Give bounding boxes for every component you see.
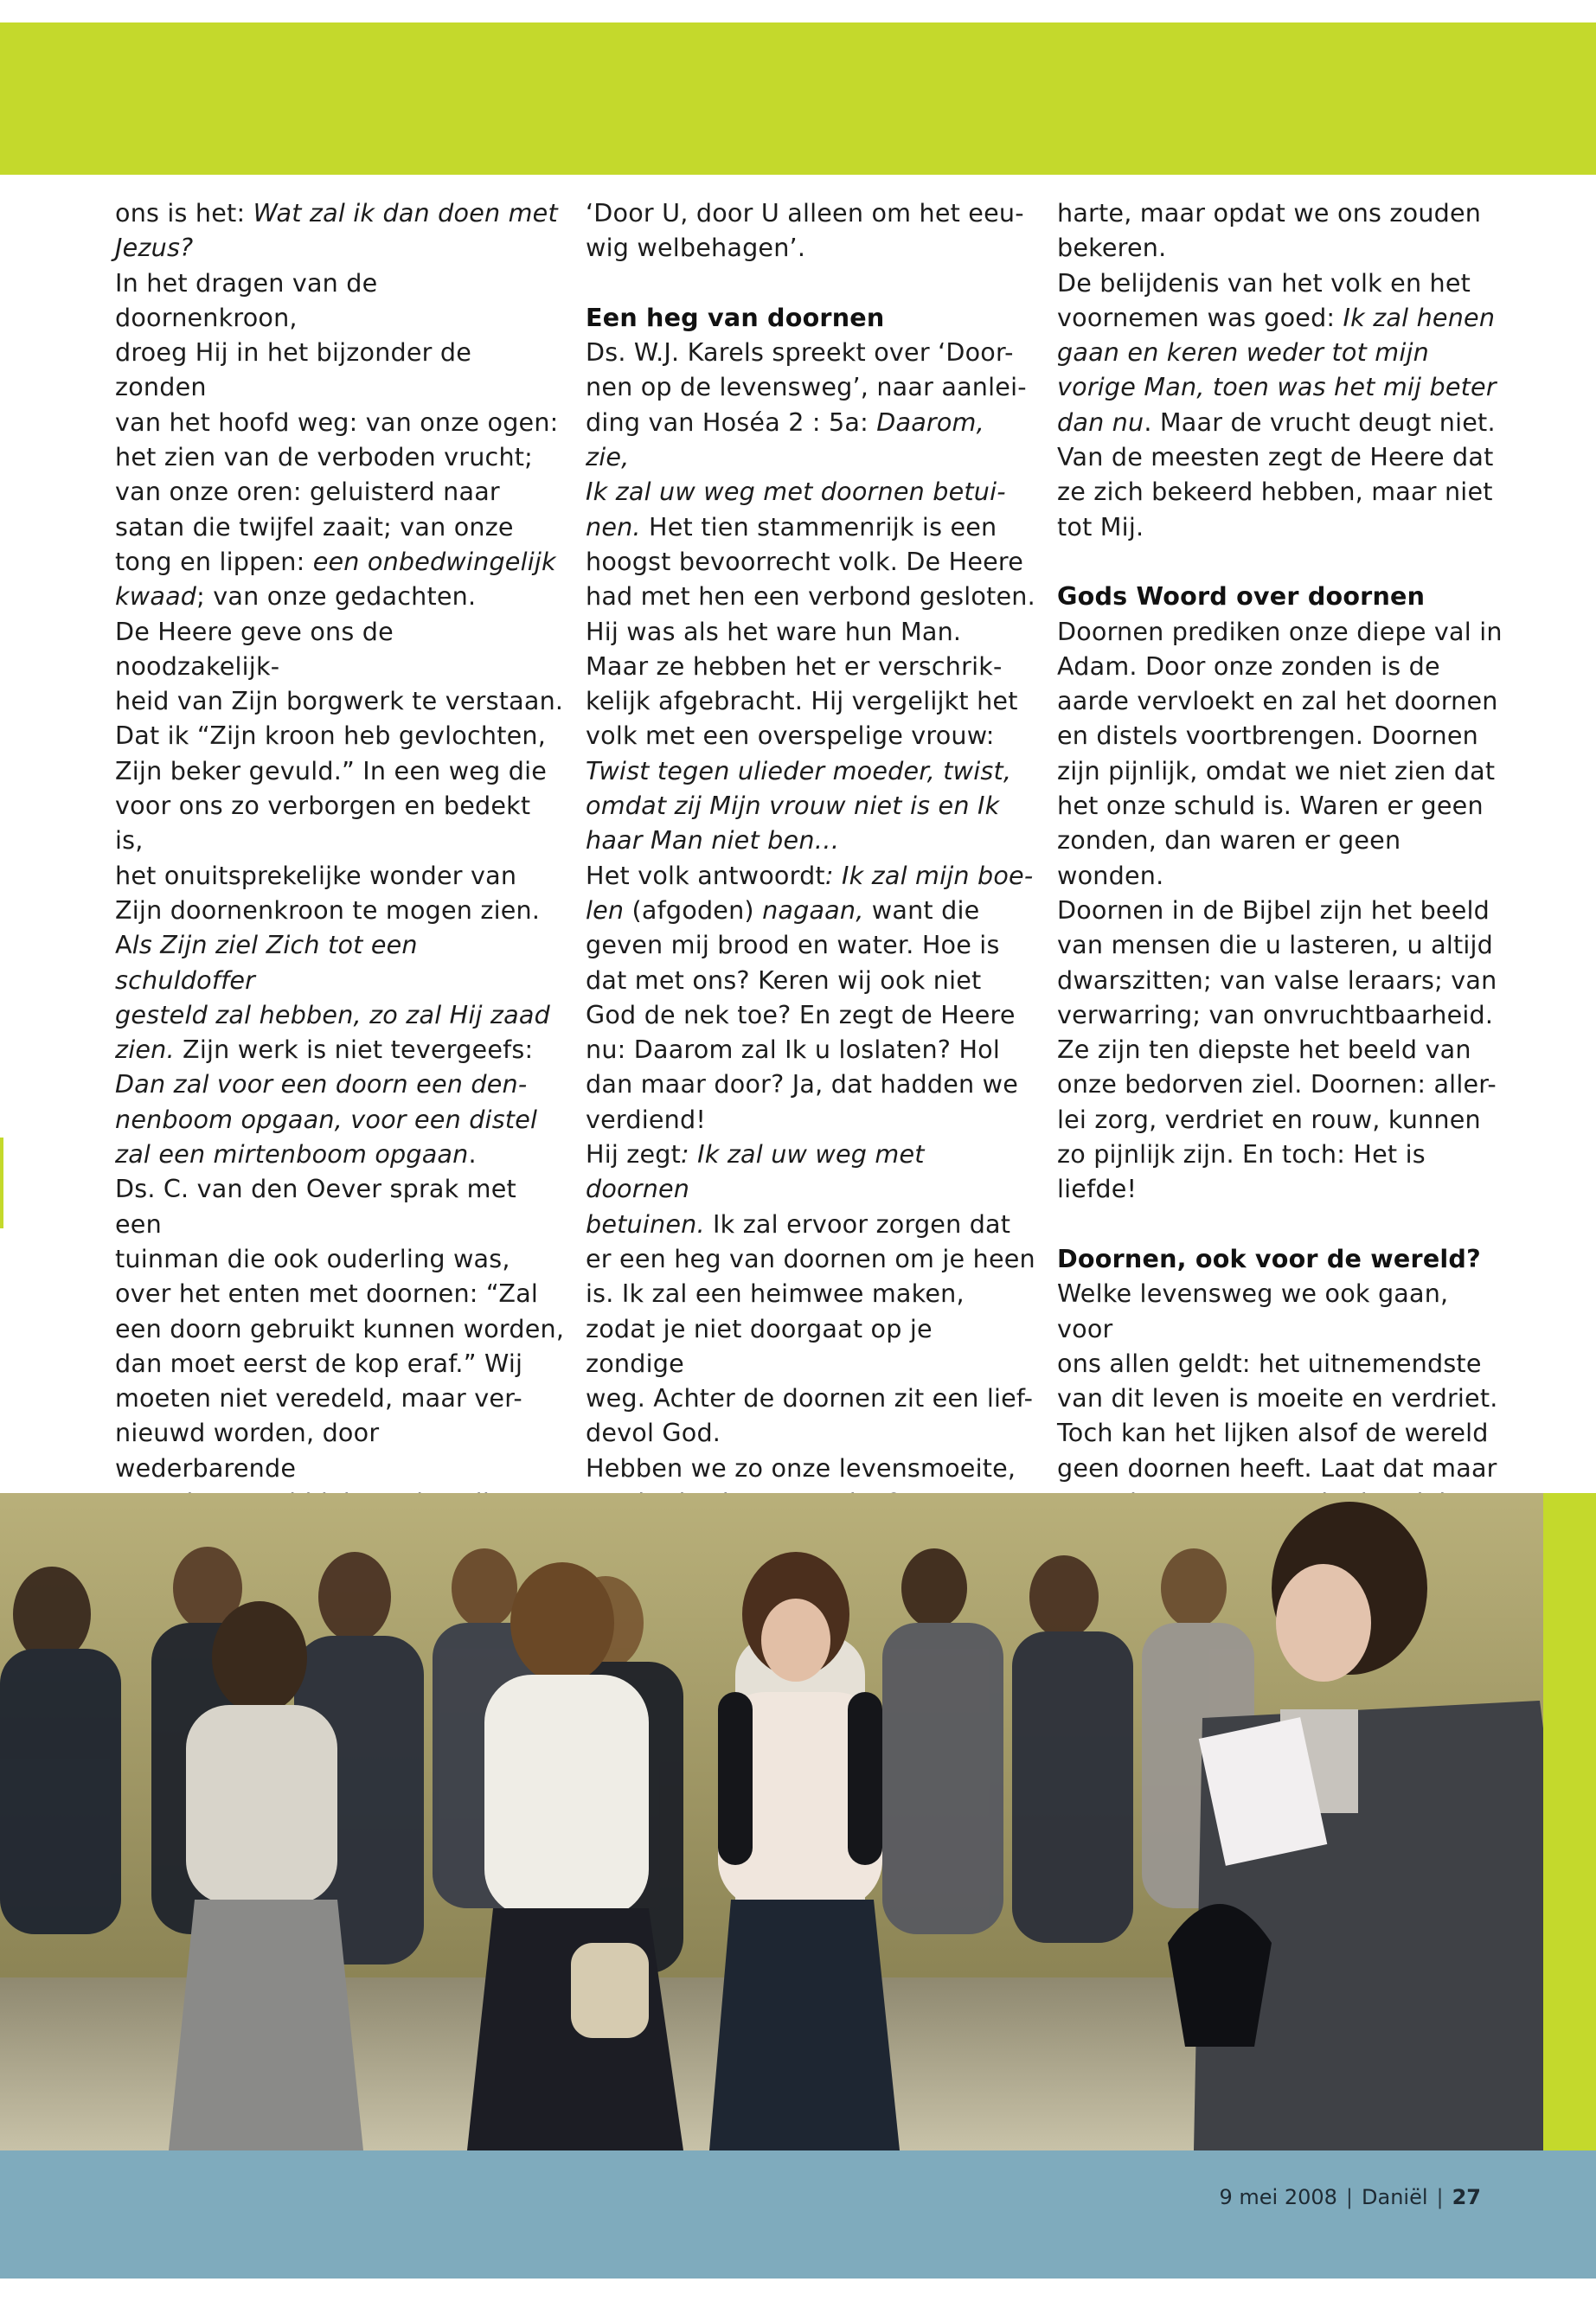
paragraph: Hij zegt: Ik zal uw weg met doornen betuinen. Ik zal ervoor zorgen dat er een heg van doornen om je heen is. Ik zal een heimwee maken, zodat je niet doorgaat op je zondige weg. Achter de doornen zit een lief- devol God. xyxy=(586,1139,1035,1448)
footer-separator: | xyxy=(1436,2185,1444,2209)
magazine-name: Daniël xyxy=(1362,2185,1428,2209)
paragraph: Ds. W.J. Karels spreekt over ‘Door- nen op de levensweg’, naar aanlei- ding van Hoséa 2 : 5a: Daarom, zie, Ik zal uw weg met doornen betui- nen. Het tien stammenrijk is een hoogst bevoorrecht volk. De Heere had met hen een verbond gesloten. Hij was als het ware hun Man. Maar ze hebben het er verschrik- kelijk afgebracht. Hij vergelijkt het volk met een overspelige vrouw: Twist tegen ulieder moeder, twist, omdat zij Mijn vrouw niet is en Ik haar Man niet ben… xyxy=(586,337,1035,856)
text-column-1 xyxy=(115,195,565,1695)
text-column-3 xyxy=(1057,195,1507,1520)
text-column-2 xyxy=(586,195,1035,1555)
paragraph: De Heere geve ons de noodzakelijk- heid van Zijn borgwerk te verstaan. Dat ik “Zijn kroon heb gevlochten, Zijn beker gevuld.” In een weg die voor ons zo verborgen en bedekt is, het onuitsprekelijke wonder van Zijn doornenkroon te mogen zien. Als Zijn ziel Zich tot een schuldoffer gesteld zal hebben, zo zal Hij zaad zien. Zijn werk is niet tevergeefs: Dan zal voor een doorn een den- nenboom opgaan, voor een distel zal een mirtenboom opgaan. xyxy=(115,616,564,1170)
event-photo-image xyxy=(0,1493,1596,2150)
paragraph: In het dragen van de doornenkroon, droeg Hij in het bijzonder de zonden van het hoofd weg: van onze ogen: het zien van de verboden vrucht; van onze oren: geluisterd naar satan die twijfel zaait; van onze tong en lippen: een onbedwingelijk kwaad; van onze gedachten. xyxy=(115,267,559,612)
top-color-band xyxy=(0,22,1596,175)
left-margin-mark xyxy=(0,1138,3,1228)
photo-side-band xyxy=(1543,1493,1596,2150)
paragraph: harte, maar opdat we ons zouden bekeren. xyxy=(1057,198,1482,263)
paragraph: Doornen prediken onze diepe val in Adam. Door onze zonden is de aarde vervloekt en zal het doornen en distels voortbrengen. Doornen zijn pijnlijk, omdat we niet zien dat het onze schuld is. Waren er geen zonden, dan waren er geen wonden. Doornen in de Bijbel zijn het beeld van mensen die u lasteren, u altijd dwarszitten; van valse leraars; van verwarring; van onvruchtbaarheid. Ze zijn ten diepste het beeld van onze bedorven ziel. Doornen: aller- lei zorg, verdriet en rouw, kunnen zo pijnlijk zijn. En toch: Het is liefde! xyxy=(1057,616,1503,1204)
paragraph: Hebben we zo onze levensmoeite, xyxy=(586,1452,1016,1483)
paragraph: De belijdenis van het volk en het voornemen was goed: Ik zal henen gaan en keren weder tot mijn vorige Man, toen was het mij beter dan nu. Maar de vrucht deugt niet. Van de meesten zegt de Heere dat ze zich bekeerd hebben, maar niet tot Mij. xyxy=(1057,267,1497,542)
section-heading: Gods Woord over doornen xyxy=(1057,581,1426,612)
event-photo xyxy=(0,1493,1596,2150)
footer-band xyxy=(0,2150,1596,2279)
paragraph: Ds. C. van den Oever sprak met een tuinman die ook ouderling was, over het enten met doornen: “Zal een doorn gebruikt kunnen worden, dan moet eerst de kop eraf.” Wij moeten niet veredeld, maar ver- nieuwd worden, door wederbarende xyxy=(115,1174,565,1483)
section-heading: Een heg van doornen xyxy=(586,302,885,332)
paragraph: ons is het: Wat zal ik dan doen met Jezus? xyxy=(115,198,558,263)
issue-date: 9 mei 2008 xyxy=(1219,2185,1337,2209)
paragraph: Welke levensweg we ook gaan, voor ons allen geldt: het uitnemendste van dit leven is moeite en verdriet. Toch kan het lijken alsof de wereld geen doornen heeft. Laat dat maar xyxy=(1057,1279,1498,1483)
paragraph: Het volk antwoordt: Ik zal mijn boe- len (afgoden) nagaan, want die geven mij brood en water. Hoe is dat met ons? Keren wij ook niet God de nek toe? En zegt de Heere nu: Daarom zal Ik u loslaten? Hol dan maar door? Ja, dat hadden we verdiend! xyxy=(586,860,1034,1134)
paragraph: ‘Door U, door U alleen om het eeu- wig welbehagen’. xyxy=(586,198,1024,263)
page-number: 27 xyxy=(1452,2185,1481,2209)
footer-separator: | xyxy=(1345,2185,1353,2209)
page-footer xyxy=(1219,2185,1481,2209)
section-heading: Doornen, ook voor de wereld? xyxy=(1057,1243,1481,1273)
